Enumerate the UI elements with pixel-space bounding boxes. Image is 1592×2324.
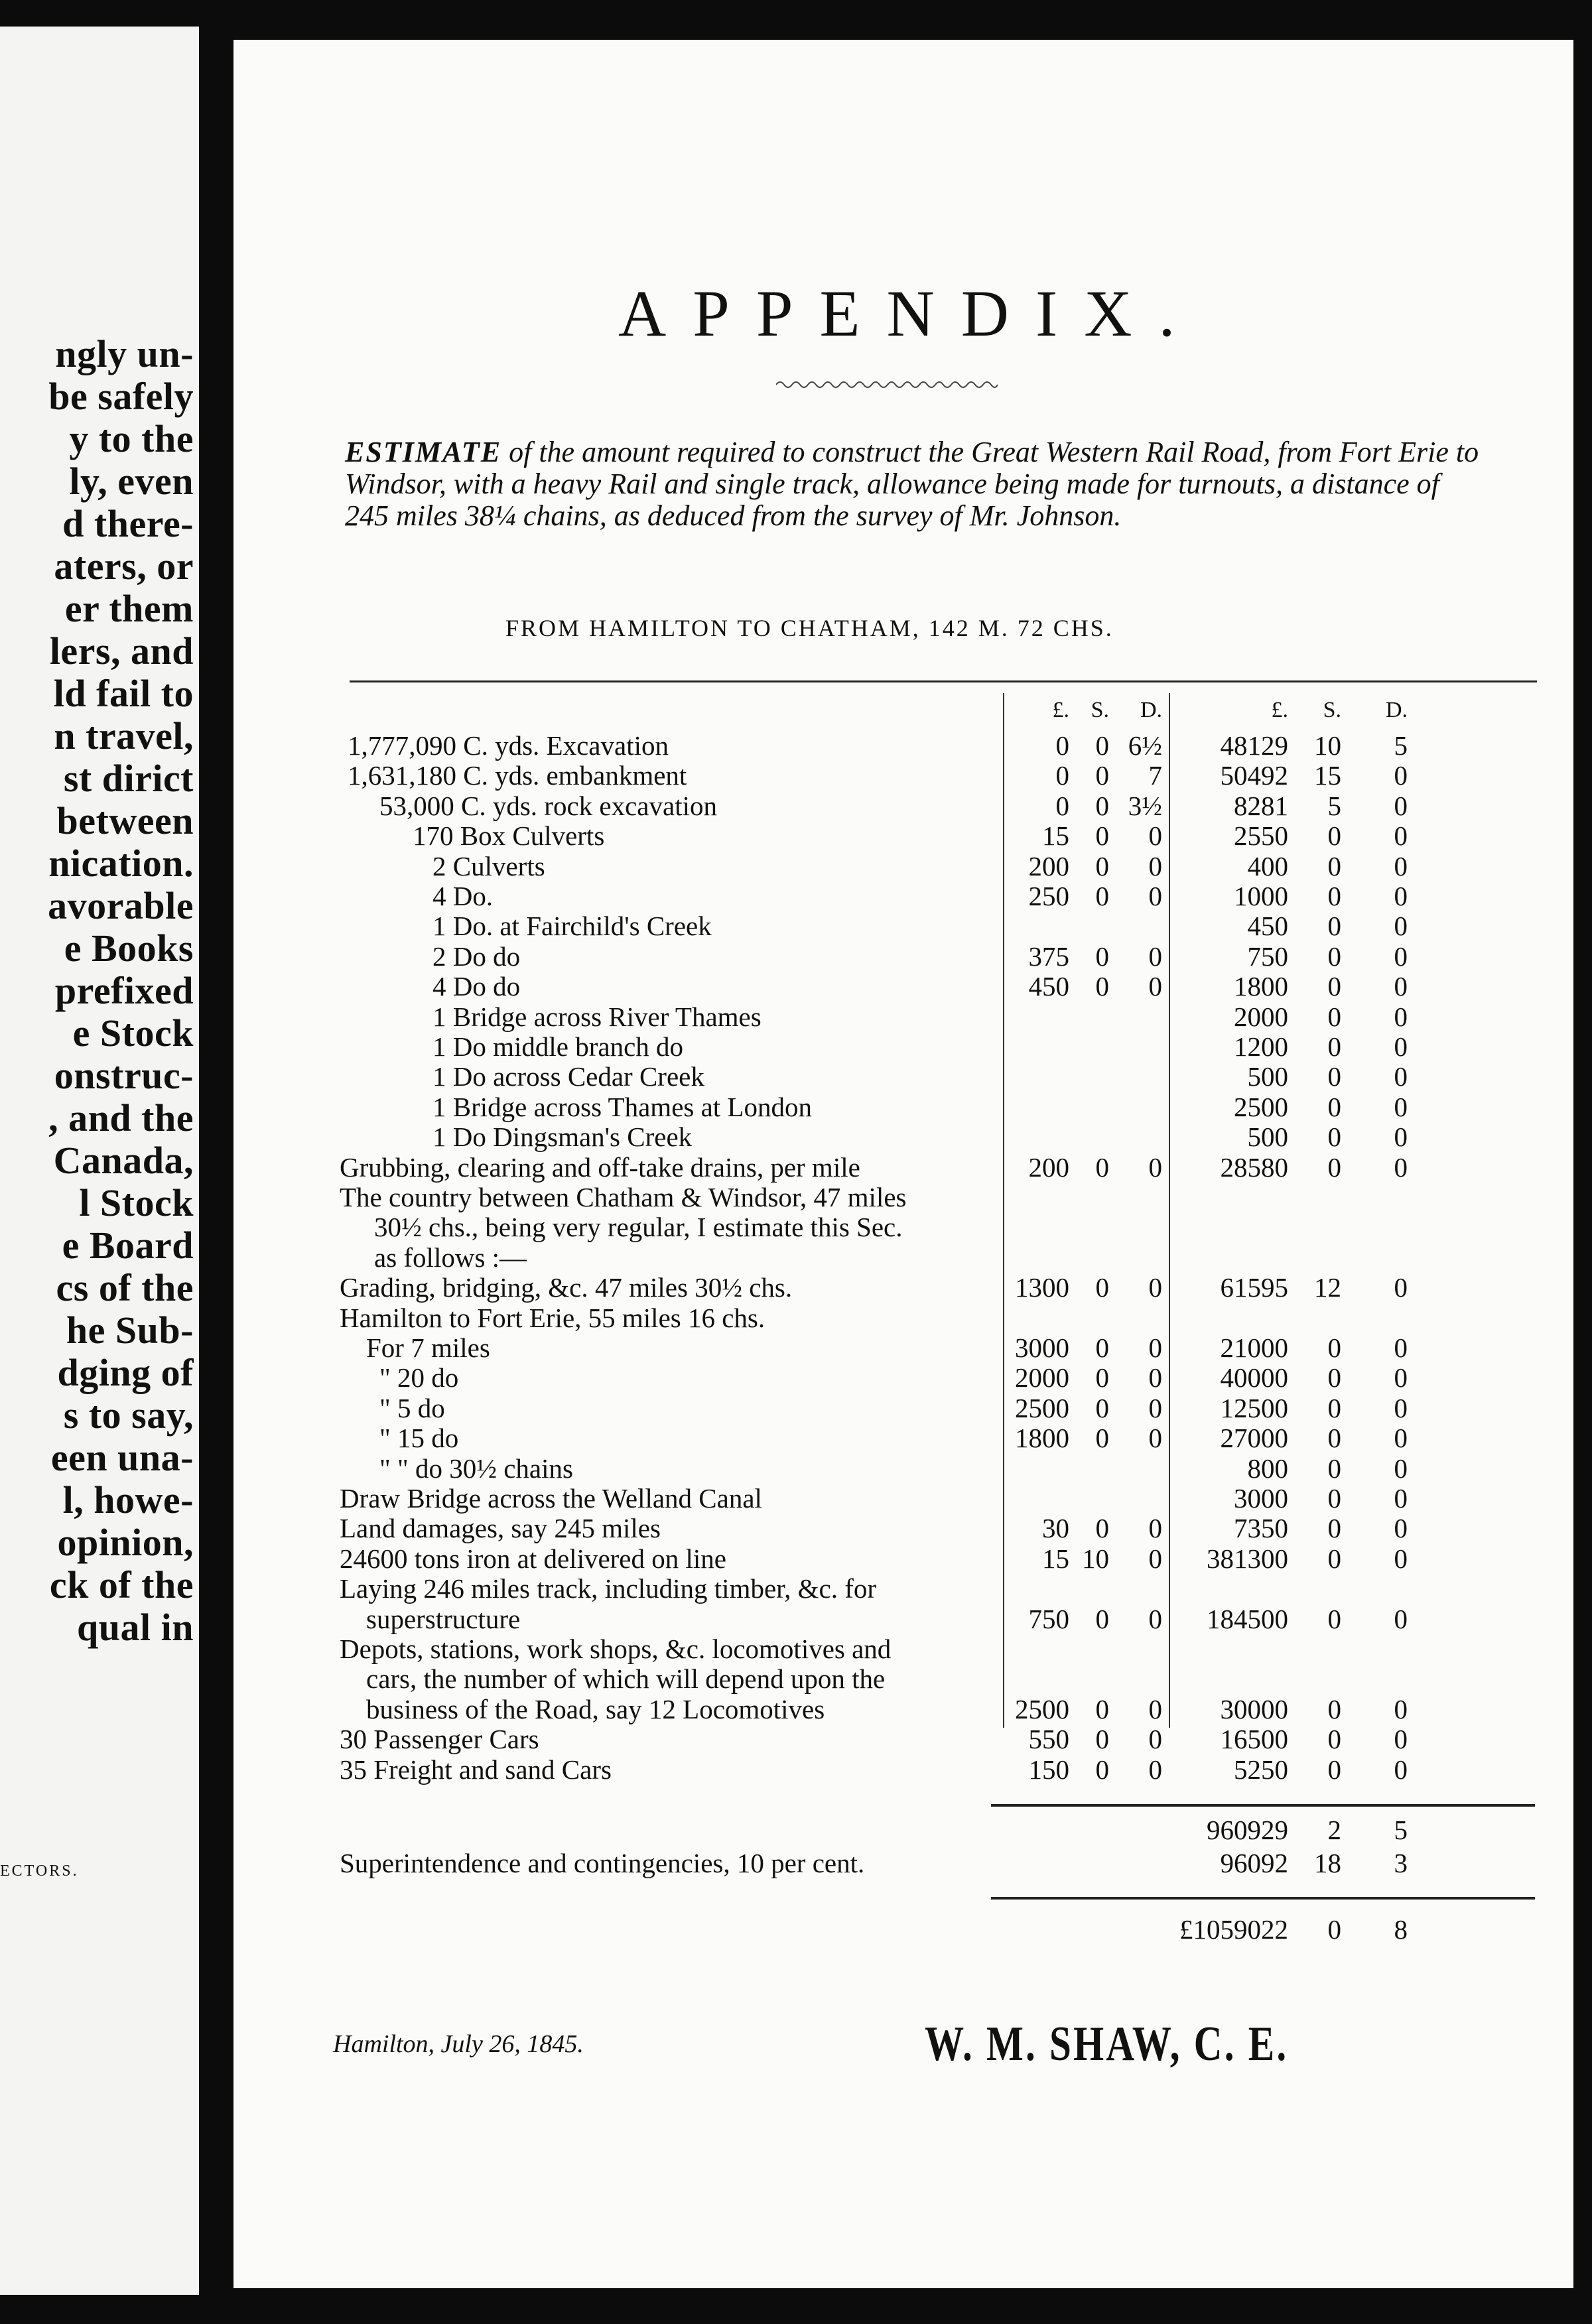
amount-pounds: 750 [1247,941,1288,972]
rate-pounds: 200 [1028,851,1069,881]
rate-pence: 0 [1148,881,1162,911]
amount-pence: 0 [1394,971,1408,1001]
rate-pence: 0 [1148,1393,1162,1423]
rate-pounds: 0 [1055,791,1069,821]
facing-page-line: dging of [57,1351,194,1394]
amount-shillings: 0 [1327,1122,1341,1152]
amount-shillings: 0 [1327,1001,1341,1032]
amount-pence: 0 [1394,851,1408,881]
table-row [233,1603,1573,1632]
rate-pence: 7 [1148,760,1162,791]
row-description: " 5 do [379,1393,445,1423]
rate-pounds: 750 [1028,1604,1069,1634]
table-row [233,1754,1573,1783]
page-title: APPENDIX. [618,277,1202,350]
amount-pence: 0 [1394,791,1408,821]
rate-shillings: 0 [1095,1152,1109,1183]
facing-page-line: er them [64,587,194,630]
amount-pence: 0 [1394,1332,1408,1363]
rate-shillings: 0 [1095,1604,1109,1634]
amount-pounds: 5250 [1234,1754,1288,1785]
contingency-pounds: 96092 [1220,1848,1288,1878]
contingency-row [233,1847,1573,1876]
subtotal-rule [991,1804,1535,1807]
row-description: 2 Culverts [432,851,545,881]
table-row [233,1151,1573,1181]
amount-pounds: 1000 [1234,881,1288,911]
table-row [233,1482,1573,1512]
amount-pounds: 27000 [1220,1423,1288,1453]
table-row [233,1543,1573,1572]
appendix-page [233,40,1573,2288]
rate-pounds: 2500 [1015,1694,1069,1724]
facing-page-line: onstruc- [54,1054,194,1097]
amount-pence: 0 [1394,760,1408,791]
amount-shillings: 0 [1327,1483,1341,1514]
row-description: 35 Freight and sand Cars [340,1754,612,1785]
amount-shillings: 0 [1327,881,1341,911]
amount-pence: 0 [1394,1423,1408,1453]
amount-shillings: 10 [1314,730,1341,761]
rate-pounds: 15 [1042,1543,1069,1574]
table-row [233,1362,1573,1391]
row-description: 1 Bridge across River Thames [432,1001,762,1032]
decorative-rule [776,378,998,391]
table-row [233,1633,1573,1662]
header-amount-shillings: S. [1323,698,1341,722]
rate-shillings: 0 [1095,971,1109,1001]
amount-pence: 0 [1394,1483,1408,1514]
facing-page-line: he Sub- [66,1309,194,1352]
table-row [233,1242,1573,1271]
row-description: 1,631,180 C. yds. embankment [348,760,687,791]
amount-pounds: 500 [1247,1061,1288,1092]
amount-shillings: 0 [1327,1604,1341,1634]
amount-pence: 0 [1394,1604,1408,1634]
facing-page-line: cs of the [56,1266,194,1309]
row-description: 4 Do. [432,881,494,911]
row-description: The country between Chatham & Windsor, 47 miles [340,1182,907,1212]
row-description: 53,000 C. yds. rock excavation [379,791,717,821]
row-description: " 20 do [379,1362,459,1393]
facing-page-line: s to say, [63,1393,194,1437]
rate-pounds: 2000 [1015,1362,1069,1393]
amount-shillings: 0 [1327,941,1341,972]
amount-shillings: 0 [1327,1061,1341,1092]
amount-pounds: 28580 [1220,1152,1288,1183]
table-row [233,910,1573,939]
amount-shillings: 0 [1327,1031,1341,1062]
rate-shillings: 0 [1095,851,1109,881]
rate-pence: 3½ [1128,791,1162,821]
amount-pounds: 800 [1247,1453,1288,1484]
table-row [233,1452,1573,1482]
facing-page-line: e Board [62,1224,194,1267]
rate-pounds: 200 [1028,1152,1069,1183]
amount-pounds: 16500 [1220,1724,1288,1754]
table-row [233,1091,1573,1120]
rate-shillings: 0 [1095,1513,1109,1543]
total-pence: 8 [1394,1914,1408,1945]
rate-pence: 0 [1148,1423,1162,1453]
facing-page-line: e Books [64,927,194,970]
rate-pounds: 450 [1028,971,1069,1001]
table-row [233,759,1573,789]
amount-shillings: 5 [1327,791,1341,821]
facing-page-line: aters, or [54,545,194,588]
facing-page-line: qual in [77,1606,194,1649]
row-description: cars, the number of which will depend upon the [366,1663,886,1694]
amount-pence: 0 [1394,1092,1408,1122]
rate-pence: 6½ [1128,730,1162,761]
rate-pence: 0 [1148,1152,1162,1183]
amount-shillings: 0 [1327,1453,1341,1484]
table-row [233,1332,1573,1361]
amount-pence: 0 [1394,1694,1408,1724]
rate-shillings: 0 [1095,1724,1109,1754]
amount-pounds: 184500 [1207,1604,1288,1634]
rate-pence: 0 [1148,1332,1162,1363]
row-description: 1,777,090 C. yds. Excavation [348,730,669,761]
table-row [233,1302,1573,1331]
amount-pounds: 381300 [1207,1543,1288,1574]
facing-page-line: een una- [50,1436,194,1479]
amount-pounds: 21000 [1220,1332,1288,1363]
amount-shillings: 0 [1327,1513,1341,1543]
table-row [233,1422,1573,1451]
amount-pence: 0 [1394,1001,1408,1032]
contingency-label: Superintendence and contingencies, 10 per cent. [340,1848,865,1878]
amount-shillings: 0 [1327,851,1341,881]
rate-shillings: 0 [1095,1362,1109,1393]
amount-shillings: 15 [1314,760,1341,791]
amount-shillings: 0 [1327,1092,1341,1122]
section-heading: FROM HAMILTON TO CHATHAM, 142 M. 72 CHS. [505,615,1114,641]
amount-pence: 5 [1394,730,1408,761]
amount-pence: 0 [1394,1031,1408,1062]
amount-pounds: 48129 [1220,730,1288,761]
contingency-pence: 3 [1394,1848,1408,1878]
row-description: Grubbing, clearing and off-take drains, per mile [340,1152,860,1183]
table-row [233,880,1573,909]
header-amount-pounds: £. [1271,698,1288,722]
facing-page-line: avorable [48,884,194,927]
rate-pounds: 250 [1028,881,1069,911]
row-description: For 7 miles [366,1332,490,1363]
facing-page-line: d there- [62,502,194,545]
amount-pounds: 8281 [1234,791,1288,821]
table-row [233,820,1573,849]
amount-shillings: 0 [1327,971,1341,1001]
row-description: superstructure [366,1604,521,1634]
rate-shillings: 0 [1095,791,1109,821]
amount-shillings: 0 [1327,911,1341,941]
place-and-date: Hamilton, July 26, 1845. [333,2030,584,2058]
amount-pence: 0 [1394,1061,1408,1092]
amount-pounds: 2550 [1234,820,1288,851]
rate-pence: 0 [1148,1754,1162,1785]
row-description: 30 Passenger Cars [340,1724,539,1754]
rate-shillings: 0 [1095,1393,1109,1423]
subtotal-row [233,1814,1573,1843]
facing-page-line: nication. [48,842,194,885]
table-row [233,1512,1573,1541]
amount-shillings: 0 [1327,1332,1341,1363]
amount-pence: 0 [1394,911,1408,941]
facing-page-line: l, howe- [62,1478,194,1521]
rate-pence: 0 [1148,1362,1162,1393]
header-rate-pounds: £. [1052,698,1069,722]
rate-pounds: 30 [1042,1513,1069,1543]
row-description: as follows :— [374,1242,527,1273]
column-headers [233,698,1573,727]
rate-pounds: 375 [1028,941,1069,972]
rate-pence: 0 [1148,851,1162,881]
rate-pence: 0 [1148,1272,1162,1303]
amount-pounds: 7350 [1234,1513,1288,1543]
row-description: 1 Do Dingsman's Creek [432,1122,693,1152]
rate-shillings: 10 [1082,1543,1109,1574]
rate-pence: 0 [1148,1694,1162,1724]
row-description: Hamilton to Fort Erie, 55 miles 16 chs. [340,1303,765,1333]
signature: W. M. SHAW, C. E. [925,2017,1289,2071]
row-description: 1 Do. at Fairchild's Creek [432,911,712,941]
rate-pence: 0 [1148,941,1162,972]
amount-shillings: 12 [1314,1272,1341,1303]
table-row [233,1723,1573,1752]
amount-pence: 0 [1394,1362,1408,1393]
amount-pence: 0 [1394,1122,1408,1152]
table-top-rule [350,680,1537,682]
row-description: Land damages, say 245 miles [340,1513,661,1543]
table-row [233,1001,1573,1030]
rate-pence: 0 [1148,1604,1162,1634]
table-row [233,850,1573,879]
amount-pounds: 30000 [1220,1694,1288,1724]
table-row [233,1693,1573,1722]
amount-shillings: 0 [1327,1423,1341,1453]
rate-pounds: 3000 [1015,1332,1069,1363]
row-description: 1 Bridge across Thames at London [432,1092,812,1122]
table-row [233,1061,1573,1090]
facing-page-line: st dirict [63,757,194,800]
rate-pounds: 550 [1028,1724,1069,1754]
row-description: 24600 tons iron at delivered on line [340,1543,726,1574]
amount-pounds: 40000 [1220,1362,1288,1393]
table-row [233,1271,1573,1301]
facing-page-line: opinion, [57,1521,194,1564]
table-row [233,1121,1573,1150]
table-row [233,1663,1573,1692]
subtotal-pence: 5 [1394,1815,1408,1845]
intro-lead: ESTIMATE [345,436,502,468]
rate-pence: 0 [1148,1543,1162,1574]
amount-pounds: 400 [1247,851,1288,881]
facing-page-line: ngly un- [55,332,194,375]
facing-page-line: ld fail to [53,672,194,715]
row-description: business of the Road, say 12 Locomotives [366,1694,825,1724]
amount-pence: 0 [1394,1393,1408,1423]
facing-page-line: Canada, [53,1139,194,1182]
amount-pence: 0 [1394,1543,1408,1574]
amount-pence: 0 [1394,1724,1408,1754]
row-description: 1 Do middle branch do [432,1031,684,1062]
rate-shillings: 0 [1095,760,1109,791]
amount-shillings: 0 [1327,1543,1341,1574]
subtotal-pounds: 960929 [1207,1815,1288,1845]
facing-page-line: ly, even [69,460,194,503]
amount-pence: 0 [1394,1513,1408,1543]
header-amount-pence: D. [1385,698,1408,722]
table-row [233,970,1573,1000]
amount-pounds: 450 [1247,911,1288,941]
row-description: 2 Do do [432,941,521,972]
table-row [233,1181,1573,1210]
amount-shillings: 0 [1327,1724,1341,1754]
amount-pounds: 1800 [1234,971,1288,1001]
row-description: 4 Do do [432,971,521,1001]
rate-shillings: 0 [1095,1272,1109,1303]
rate-shillings: 0 [1095,1754,1109,1785]
facing-page-line: e Stock [72,1011,194,1055]
amount-shillings: 0 [1327,1152,1341,1183]
amount-pounds: 2000 [1234,1001,1288,1032]
rate-shillings: 0 [1095,941,1109,972]
amount-pence: 0 [1394,1272,1408,1303]
amount-pounds: 2500 [1234,1092,1288,1122]
rate-pounds: 1300 [1015,1272,1069,1303]
header-rate-shillings: S. [1091,698,1109,722]
facing-page-line: n travel, [54,714,194,757]
row-description: Laying 246 miles track, including timber, &c. for [340,1573,877,1604]
amount-pence: 0 [1394,1754,1408,1785]
amount-pence: 0 [1394,881,1408,911]
facing-page-line: lers, and [49,629,194,673]
amount-shillings: 0 [1327,1393,1341,1423]
amount-pounds: 500 [1247,1122,1288,1152]
table-row [233,1573,1573,1602]
row-description: " " do 30½ chains [379,1453,573,1484]
rate-shillings: 0 [1095,1332,1109,1363]
table-row [233,790,1573,819]
header-rate-pence: D. [1140,698,1162,722]
amount-shillings: 0 [1327,1362,1341,1393]
row-description: Depots, stations, work shops, &c. locomotives and [340,1634,892,1664]
amount-shillings: 0 [1327,1754,1341,1785]
table-row [233,730,1573,759]
rate-pounds: 150 [1028,1754,1069,1785]
rate-pounds: 1800 [1015,1423,1069,1453]
rate-shillings: 0 [1095,820,1109,851]
table-row [233,1392,1573,1421]
total-row [233,1913,1573,1943]
total-shillings: 0 [1327,1914,1341,1945]
facing-page-line: prefixed [54,969,194,1012]
facing-page-line: l Stock [79,1181,194,1224]
rate-shillings: 0 [1095,730,1109,761]
rate-pence: 0 [1148,1513,1162,1543]
table-row [233,1211,1573,1240]
facing-page-line: , and the [48,1096,194,1139]
table-row [233,940,1573,970]
contingency-shillings: 18 [1314,1848,1341,1878]
row-description: Grading, bridging, &c. 47 miles 30½ chs. [340,1272,793,1303]
rate-shillings: 0 [1095,1423,1109,1453]
rate-pence: 0 [1148,971,1162,1001]
facing-page-fragment [0,27,199,2295]
row-description: 1 Do across Cedar Creek [432,1061,704,1092]
estimate-intro [345,436,1486,532]
amount-pence: 0 [1394,941,1408,972]
intro-text: of the amount required to construct the Great Western Rail Road, from Fort Erie to Windsor, with a heavy Rail and single track, allowance being made for turnouts, a distance of 245 miles 38¼ chains, as deduced from the survey of Mr. Johnson. [345,436,1479,532]
rate-pounds: 0 [1055,760,1069,791]
facing-page-footer: ECTORS. [0,1862,79,1880]
total-rule [991,1897,1535,1900]
subtotal-shillings: 2 [1327,1815,1341,1845]
amount-pence: 0 [1394,820,1408,851]
row-description: Draw Bridge across the Welland Canal [340,1483,762,1514]
rate-shillings: 0 [1095,1694,1109,1724]
amount-shillings: 0 [1327,820,1341,851]
amount-pounds: 3000 [1234,1483,1288,1514]
amount-shillings: 0 [1327,1694,1341,1724]
facing-page-line: ck of the [49,1563,194,1606]
row-description: " 15 do [379,1423,459,1453]
amount-pence: 0 [1394,1453,1408,1484]
rate-pounds: 15 [1042,820,1069,851]
table-row [233,1031,1573,1060]
facing-page-line: between [56,799,194,842]
rate-pounds: 0 [1055,730,1069,761]
rate-shillings: 0 [1095,881,1109,911]
amount-pounds: 61595 [1220,1272,1288,1303]
amount-pence: 0 [1394,1152,1408,1183]
rate-pence: 0 [1148,1724,1162,1754]
rate-pence: 0 [1148,820,1162,851]
row-description: 30½ chs., being very regular, I estimate this Sec. [374,1212,903,1242]
amount-pounds: 12500 [1220,1393,1288,1423]
row-description: 170 Box Culverts [413,820,605,851]
amount-pounds: 50492 [1220,760,1288,791]
facing-page-line: be safely [48,375,194,418]
facing-page-line: y to the [69,417,194,460]
amount-pounds: 1200 [1234,1031,1288,1062]
rate-pounds: 2500 [1015,1393,1069,1423]
total-pounds: £1059022 [1179,1914,1288,1945]
